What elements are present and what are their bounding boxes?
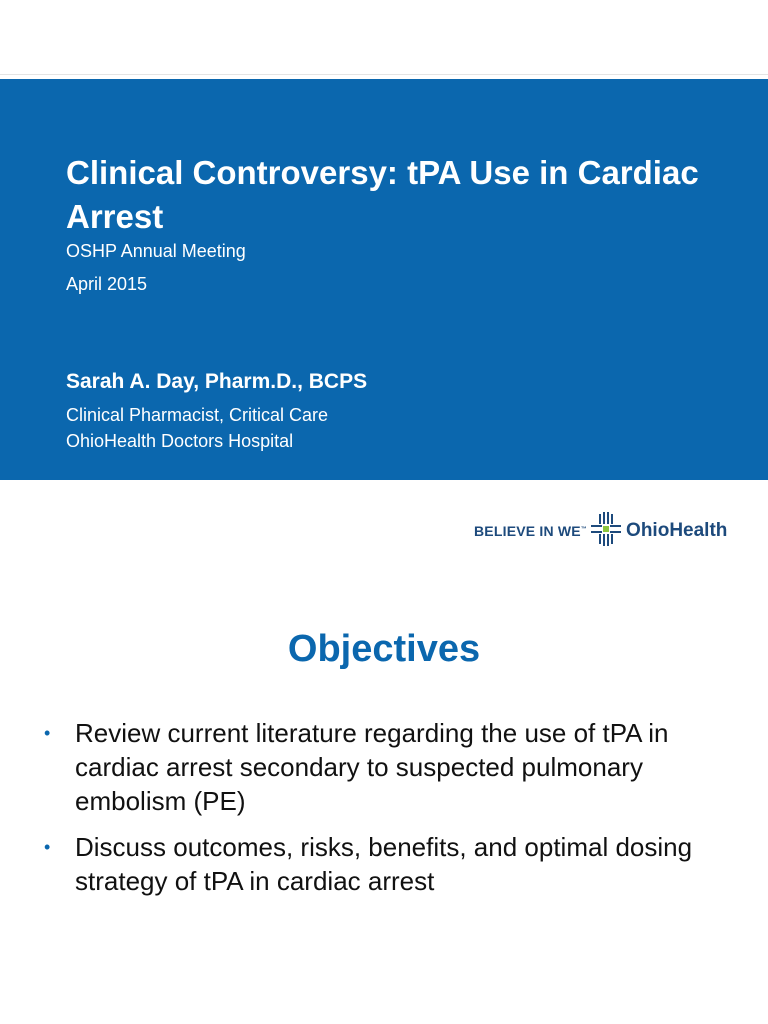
- bullet-icon: •: [44, 723, 51, 743]
- objectives-slide: [0, 582, 768, 1024]
- bullet-icon: •: [44, 837, 51, 857]
- list-item-text: Discuss outcomes, risks, benefits, and optimal dosing strategy of tPA in cardiac arrest: [75, 832, 693, 896]
- objectives-heading: Objectives: [287, 628, 481, 670]
- trademark-symbol: ™: [580, 526, 588, 533]
- logo-brand-name: OhioHealth: [626, 520, 728, 541]
- tagline-text: BELIEVE IN WE: [474, 523, 581, 539]
- meeting-name: OSHP Annual Meeting: [66, 241, 246, 261]
- title-slide: [0, 74, 768, 579]
- meeting-date: April 2015: [66, 274, 148, 294]
- presenter-name: Sarah A. Day, Pharm.D., BCPS: [66, 370, 368, 393]
- list-item-text: Review current literature regarding the use of tPA in cardiac arrest secondary to suspected pulmonary embolism (PE): [75, 718, 669, 816]
- presenter-title: Clinical Pharmacist, Critical Care: [66, 405, 329, 425]
- objectives-list: [44, 716, 724, 910]
- list-item: [44, 830, 724, 898]
- title-banner: [0, 79, 768, 480]
- logo-tagline: [474, 523, 587, 539]
- ohiohealth-logo: [474, 513, 727, 549]
- presentation-title: Clinical Controversy: tPA Use in Cardiac Arrest: [66, 154, 699, 235]
- presenter-affiliation: OhioHealth Doctors Hospital: [66, 431, 294, 451]
- list-item: [44, 716, 724, 818]
- ohiohealth-cross-icon: [591, 512, 621, 551]
